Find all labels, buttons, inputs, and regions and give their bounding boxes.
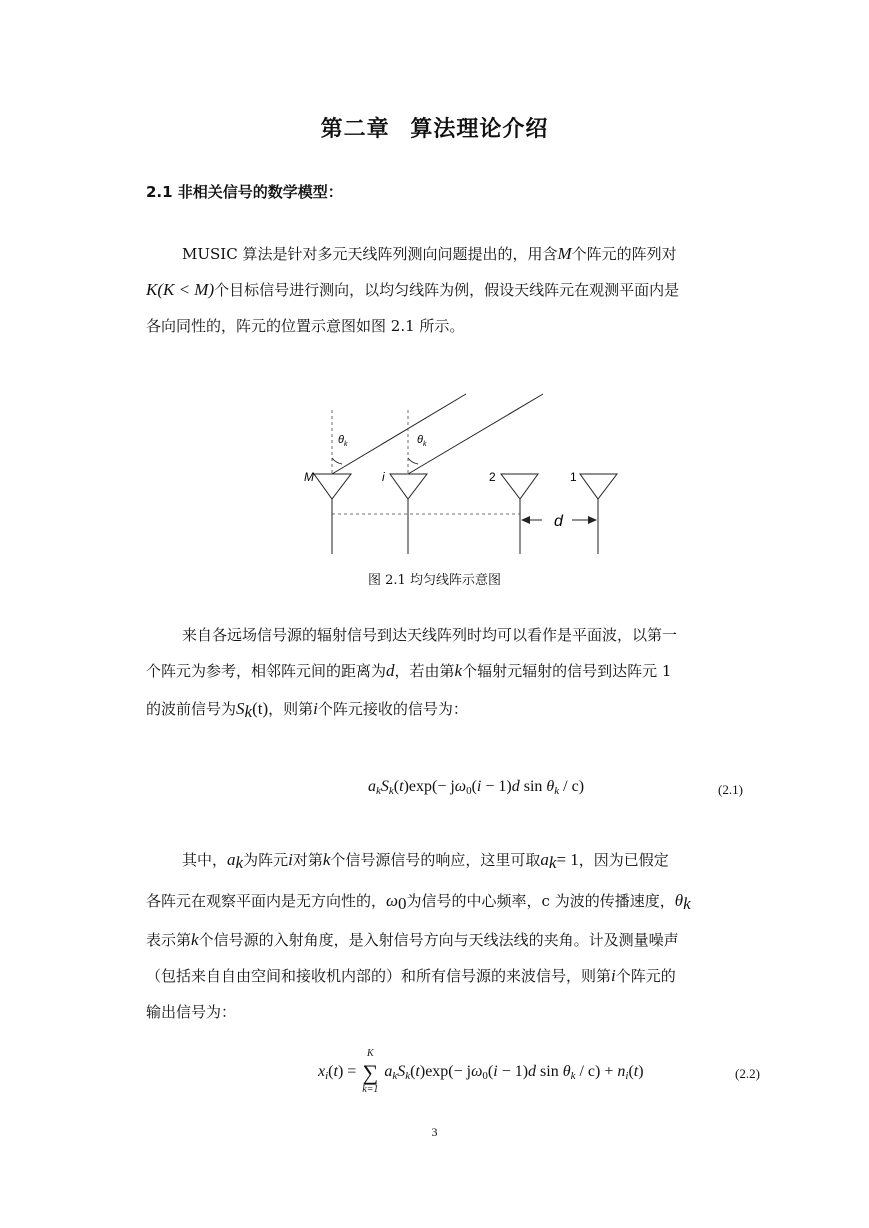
chapter-title: 第二章 算法理论介绍 <box>320 117 549 142</box>
paragraph-3 <box>146 842 766 1030</box>
para3-line2: 各阵元在观察平面内是无方向性的，$\omega_0$为信号的中心频率，c 为波的传播速度，$\theta_k$ <box>146 891 691 913</box>
antenna-1 <box>580 474 617 499</box>
spacing-label-d: d <box>554 513 563 530</box>
equation-number-2-1: (2.1) <box>718 782 743 797</box>
antenna-i <box>390 474 427 499</box>
paragraph-1 <box>146 236 766 344</box>
antenna-label-m: M <box>304 470 314 484</box>
antenna-label-2: 2 <box>489 470 496 484</box>
dimension-arrow-right <box>588 516 597 524</box>
uniform-linear-array-figure <box>290 386 620 561</box>
incident-ray-i <box>408 394 543 474</box>
equation-2-1: $a_kS_k(t)\exp(- j\omega_0(i - 1)d$ $\sin \theta_k / c$) <box>368 778 585 797</box>
equation-2-2: $x_i(t)$ = ∑ K k=1 $a_kS_k(t)\exp(- j\omega_0(i - 1)d$ $\sin \theta_k / c) + n_i(t)$ <box>318 1048 644 1095</box>
figure-caption: 图 2.1 均匀线阵示意图 <box>368 573 501 588</box>
para3-line3: 表示第k个信号源的入射角度，是入射信号方向与天线法线的夹角。计及测量噪声 <box>146 930 679 949</box>
para3-line5: 输出信号为： <box>146 1003 237 1021</box>
page-number: 3 <box>431 1125 438 1139</box>
theta-label-i: $\theta_k$ <box>417 434 427 448</box>
para1-line1: MUSIC 算法是针对多元天线阵列测向问题提出的，用含M个阵元的阵列对 <box>182 244 677 263</box>
antenna-label-i: i <box>382 470 385 484</box>
para1-line2: K(K < M)个目标信号进行测向，以均匀线阵为例，假设天线阵元在观测平面内是 <box>146 280 680 299</box>
para2-line3: 的波前信号为$S_k(t)$，则第i个阵元接收的信号为： <box>146 699 468 721</box>
para3-line1: 其中，$a_k$为阵元i对第k个信号源信号的响应，这里可取$a_k= 1$，因为已假定 <box>182 850 669 872</box>
equation-number-2-2: (2.2) <box>735 1066 760 1081</box>
dimension-arrow-left <box>521 516 530 524</box>
section-title: 2.1 非相关信号的数学模型： <box>146 183 343 201</box>
paragraph-2 <box>146 617 766 730</box>
antenna-label-1: 1 <box>570 470 577 484</box>
theta-label-m: $\theta_k$ <box>338 434 348 448</box>
para2-line1: 来自各远场信号源的辐射信号到达天线阵列时均可以看作是平面波，以第一 <box>182 626 678 644</box>
para3-line4: （包括来自自由空间和接收机内部的）和所有信号源的来波信号，则第i个阵元的 <box>146 966 676 985</box>
antenna-m <box>314 474 351 499</box>
summation-symbol: ∑ K k=1 <box>362 1048 379 1095</box>
incident-ray-m <box>332 394 466 474</box>
angle-arc-i <box>408 458 418 464</box>
para2-line2: 个阵元为参考，相邻阵元间的距离为d，若由第k个辐射元辐射的信号到达阵元 1 <box>146 661 672 680</box>
para1-line3: 各向同性的，阵元的位置示意图如图 2.1 所示。 <box>146 317 465 335</box>
angle-arc-m <box>332 458 342 464</box>
antenna-2 <box>501 474 538 499</box>
